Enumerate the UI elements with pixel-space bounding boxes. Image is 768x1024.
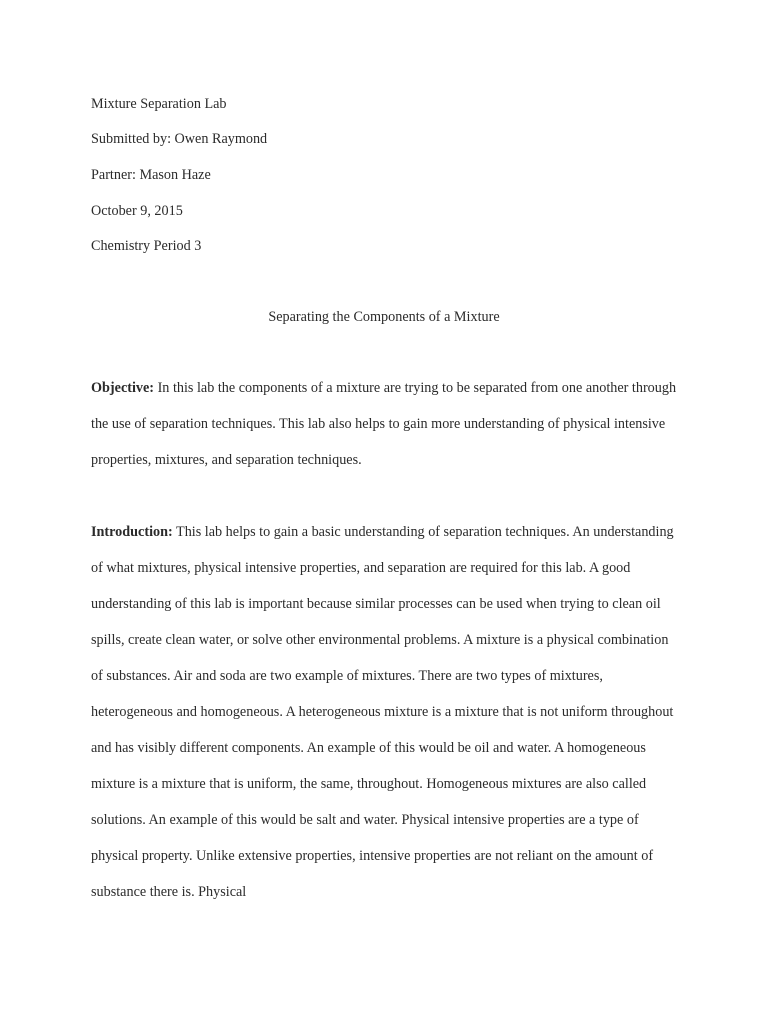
lab-title: Mixture Separation Lab	[91, 96, 227, 112]
objective-heading: Objective:	[91, 380, 155, 396]
date: October 9, 2015	[91, 203, 183, 219]
introduction-paragraph	[91, 514, 681, 910]
document-title: Separating the Components of a Mixture	[268, 309, 500, 325]
partner: Partner: Mason Haze	[91, 167, 211, 183]
introduction-body: This lab helps to gain a basic understanding of separation techniques. An understanding of what mixtures, physical intensive properties, and separation are required for this lab. A good understanding of this lab is important because similar processes can be used when trying to clean oil spills, create clean water, or solve other environmental problems. A mixture is a physical combination of substances. Air and soda are two example of mixtures. There are two types of mixtures, heterogeneous and homogeneous. A heterogeneous mixture is a mixture that is not uniform throughout and has visibly different components. An example of this would be oil and water. A homogeneous mixture is a mixture that is uniform, the same, throughout. Homogeneous mixtures are also called solutions. An example of this would be salt and water. Physical intensive properties are a type of physical property. Unlike extensive properties, intensive properties are not reliant on the amount of substance there is. Physical	[91, 524, 674, 900]
objective-body: In this lab the components of a mixture are trying to be separated from one another through the use of separation techniques. This lab also helps to gain more understanding of physical intensive properties, mixtures, and separation techniques.	[91, 380, 677, 468]
introduction-heading: Introduction:	[91, 524, 173, 540]
class-period: Chemistry Period 3	[91, 238, 202, 254]
submitted-by: Submitted by: Owen Raymond	[91, 131, 268, 147]
objective-paragraph	[91, 370, 681, 478]
